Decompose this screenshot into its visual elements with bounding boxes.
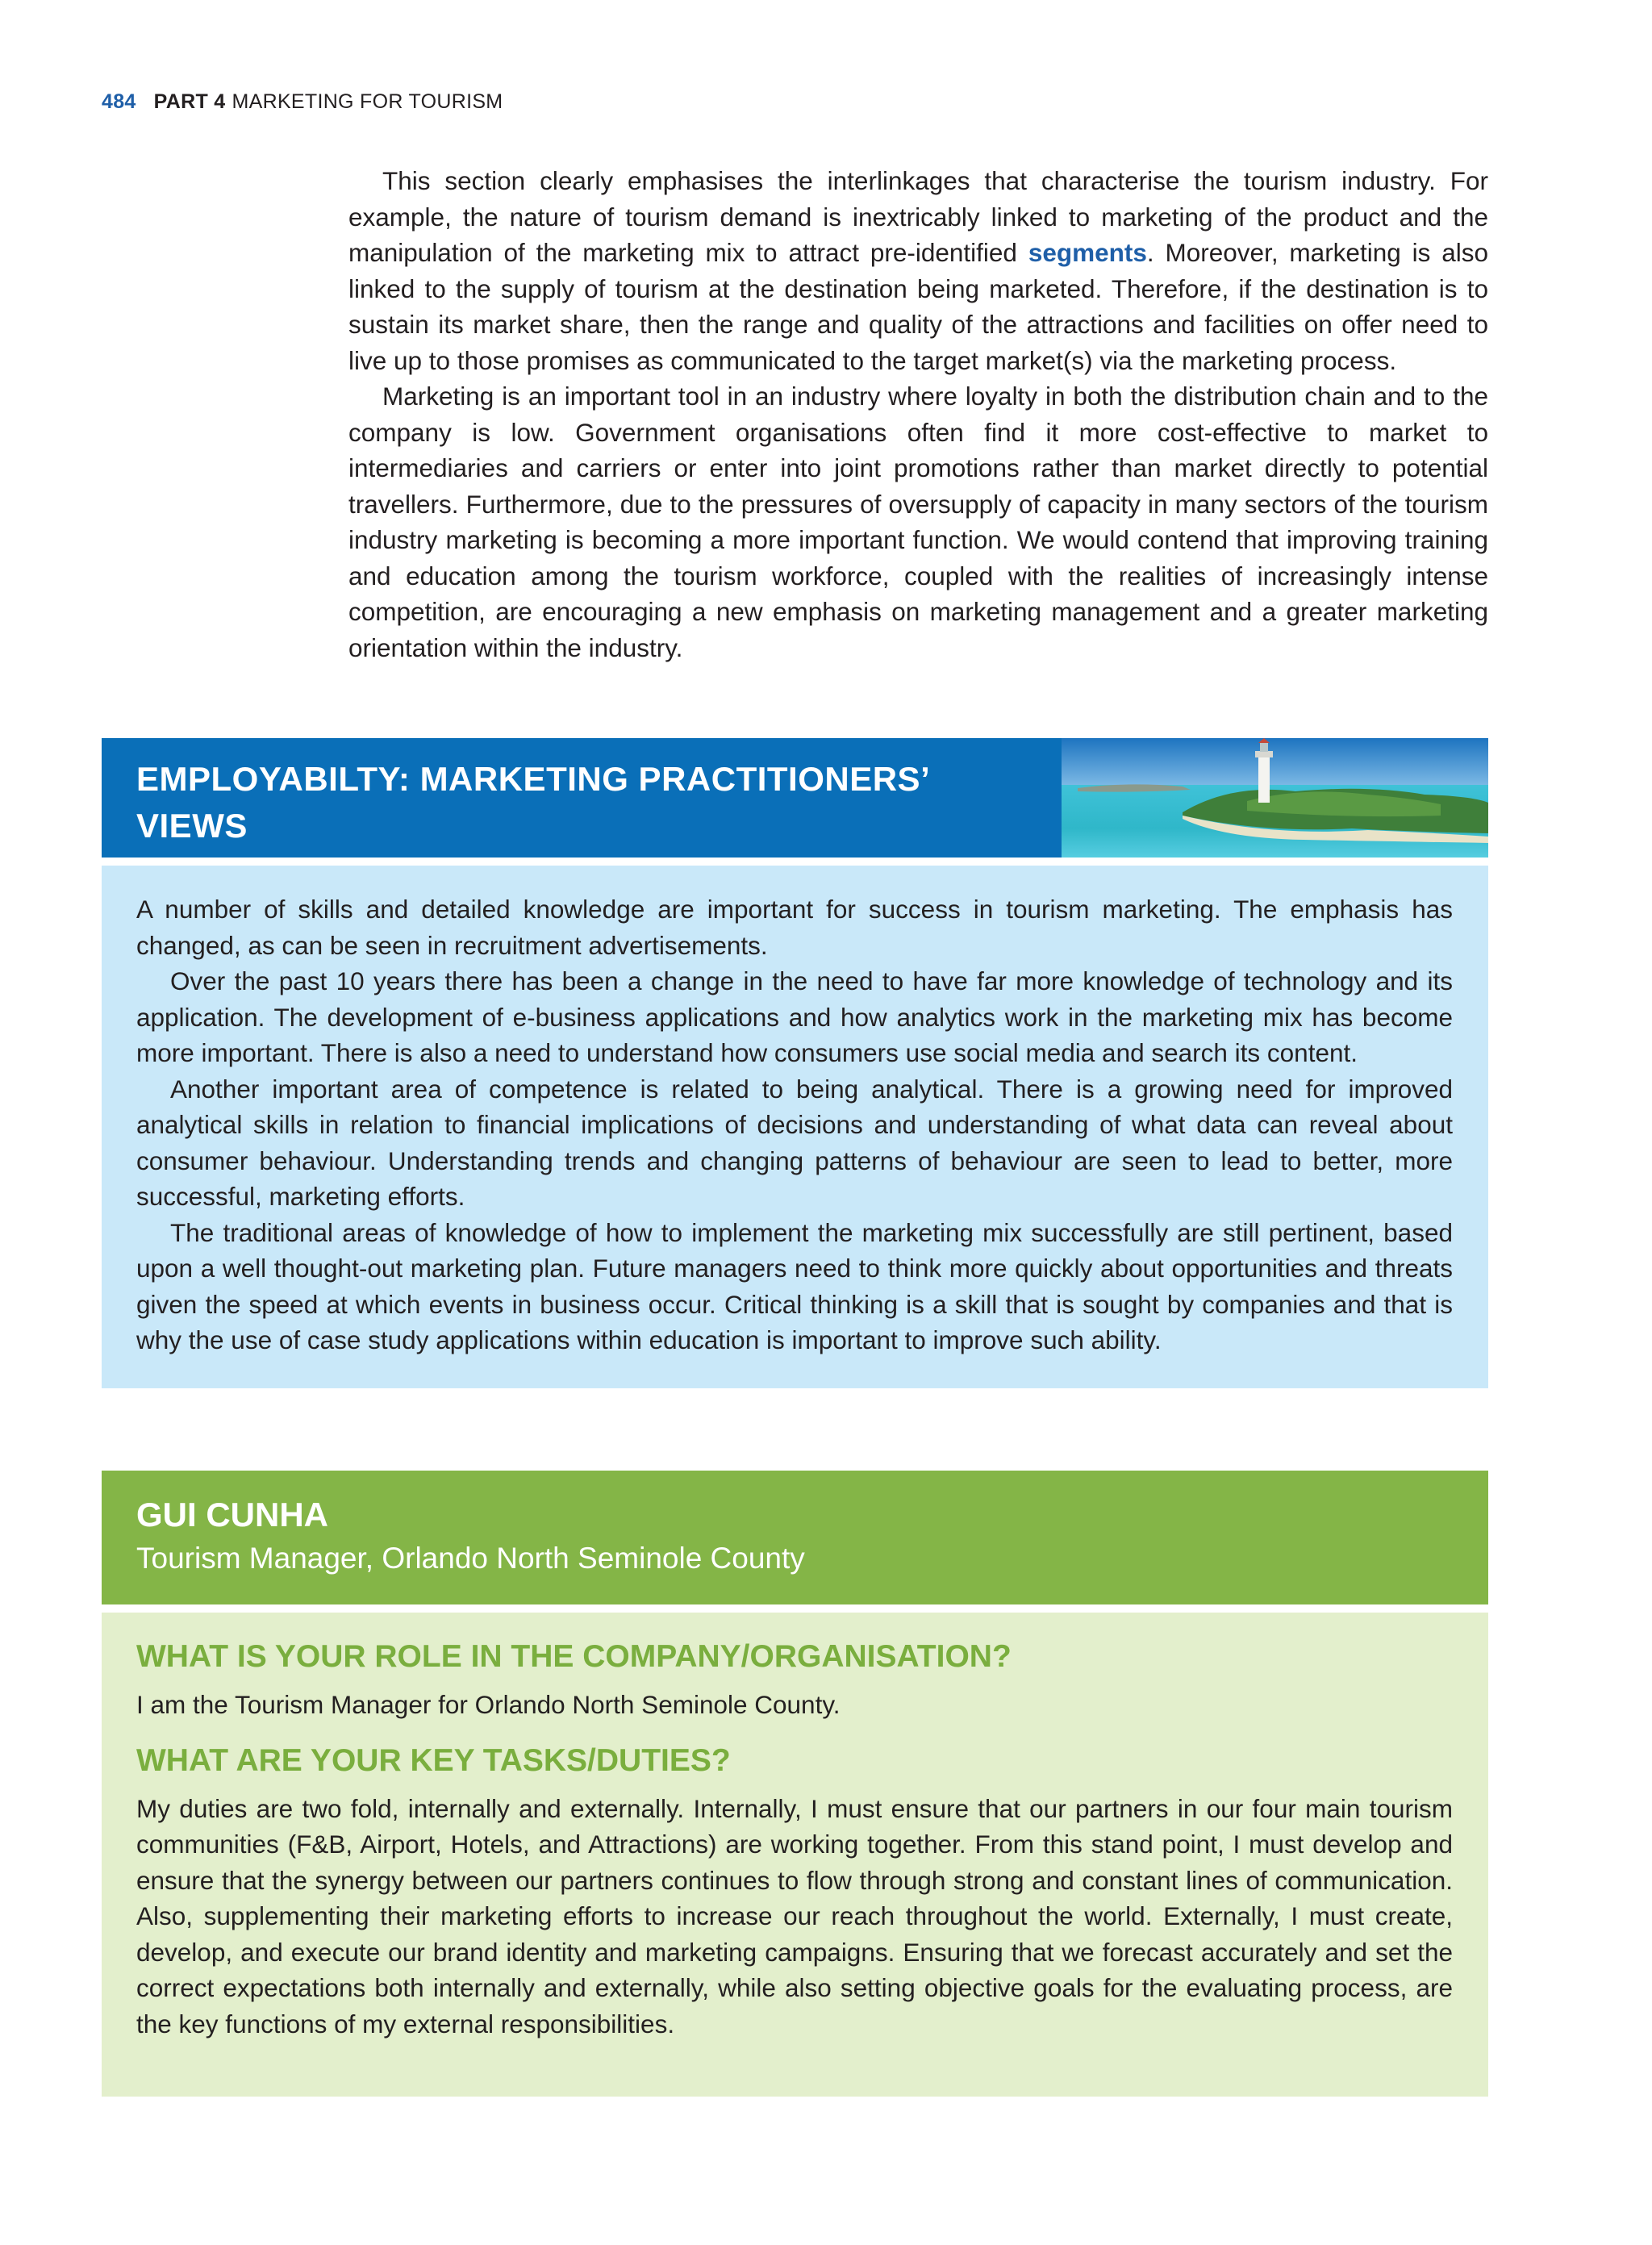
employability-title-line: VIEWS <box>136 807 248 845</box>
employability-title <box>136 756 1064 849</box>
employability-title-line: EMPLOYABILTY: MARKETING PRACTITIONERS’ <box>136 760 931 798</box>
lighthouse-island-photo <box>1062 738 1488 858</box>
profile-header <box>102 1471 1488 1604</box>
employability-paragraph: Another important area of competence is related to being analytical. There is a growing need for improved analytical skills in relation to financial implications of decisions and understanding of what data can reveal about consumer behaviour. Understanding trends and changing patterns of behaviour are seen to lead to better, more successful, marketing efforts. <box>136 1074 1453 1211</box>
employability-body <box>102 866 1488 1388</box>
question-heading: WHAT ARE YOUR KEY TASKS/DUTIES? <box>136 1742 731 1778</box>
page-number: 484 <box>102 90 136 113</box>
intro-paragraph: Marketing is an important tool in an industry where loyalty in both the distribution chain and to the company is low. Government organisations often find it more cost-effective to market to intermediaries and carriers or enter into joint promotions rather than market directly to potential travellers. Furthermore, due to the pressures of oversupply of capacity in many sectors of the tourism industry marketing is becoming a more important function. We would contend that improving training and education among the tourism workforce, coupled with the realities of increasingly intense competition, are encouraging a new emphasis on marketing management and a greater marketing orientation within the industry. <box>348 382 1488 662</box>
running-head <box>102 90 503 114</box>
profile-name: GUI CUNHA <box>136 1496 328 1534</box>
keyword-segments: segments <box>1028 238 1147 267</box>
part-label: PART 4 <box>153 90 226 113</box>
intro-p1-text: This section clearly emphasises the interlinkages that characterise the tourism industry. For example, the nature of tourism demand is inextricably linked to marketing of the product and the manipulation of the marketing mix to attract pre-identified <box>348 166 1488 267</box>
profile-interview <box>136 1637 1453 2042</box>
answer-text: I am the Tourism Manager for Orlando North Seminole County. <box>136 1690 841 1719</box>
employability-header <box>102 738 1488 858</box>
intro-paragraph <box>348 163 1488 378</box>
question-heading: WHAT IS YOUR ROLE IN THE COMPANY/ORGANISATION? <box>136 1639 1012 1674</box>
employability-paragraph: A number of skills and detailed knowledge are important for success in tourism marketing. The emphasis has changed, as can be seen in recruitment advertisements. <box>136 895 1453 960</box>
answer-text: My duties are two fold, internally and externally. Internally, I must ensure that our partners in our four main tourism communities (F&B, Airport, Hotels, and Attractions) are working together. From this stand point, I must develop and ensure that the synergy between our partners continues to flow through strong and constant lines of communication. Also, supplementing their marketing efforts to increase our reach throughout the world. Externally, I must create, develop, and execute our brand identity and marketing campaigns. Ensuring that we forecast accurately and set the correct expectations both internally and externally, while also setting objective goals for the evaluating process, are the key functions of my external responsibilities. <box>136 1793 1453 2038</box>
profile-role: Tourism Manager, Orlando North Seminole County <box>136 1542 805 1575</box>
employability-paragraph: Over the past 10 years there has been a change in the need to have far more knowledge of technology and its application. The development of e-business applications and how analytics work in the marketing mix has become more important. There is also a need to understand how consumers use social media and search its content. <box>136 966 1453 1067</box>
profile-body <box>102 1613 1488 2097</box>
employability-text <box>136 891 1453 1358</box>
intro-text <box>348 163 1488 666</box>
intro-p1-text-cont: . Moreover, marketing is also linked to the supply of tourism at the destination being marketed. Therefore, if the destination is to sustain its market share, then the range and quality of the attractions and facilities on offer need to live up to those promises as communicated to the target market(s) via the marketing process. <box>348 238 1489 375</box>
employability-paragraph: The traditional areas of knowledge of how to implement the marketing mix successfully are still pertinent, based upon a well thought-out marketing plan. Future managers need to think more quickly about opportunities and threats given the speed at which events in business occur. Critical thinking is a skill that is sought by companies and that is why the use of case study applications within education is important to improve such ability. <box>136 1217 1453 1354</box>
part-title: MARKETING FOR TOURISM <box>232 90 503 113</box>
